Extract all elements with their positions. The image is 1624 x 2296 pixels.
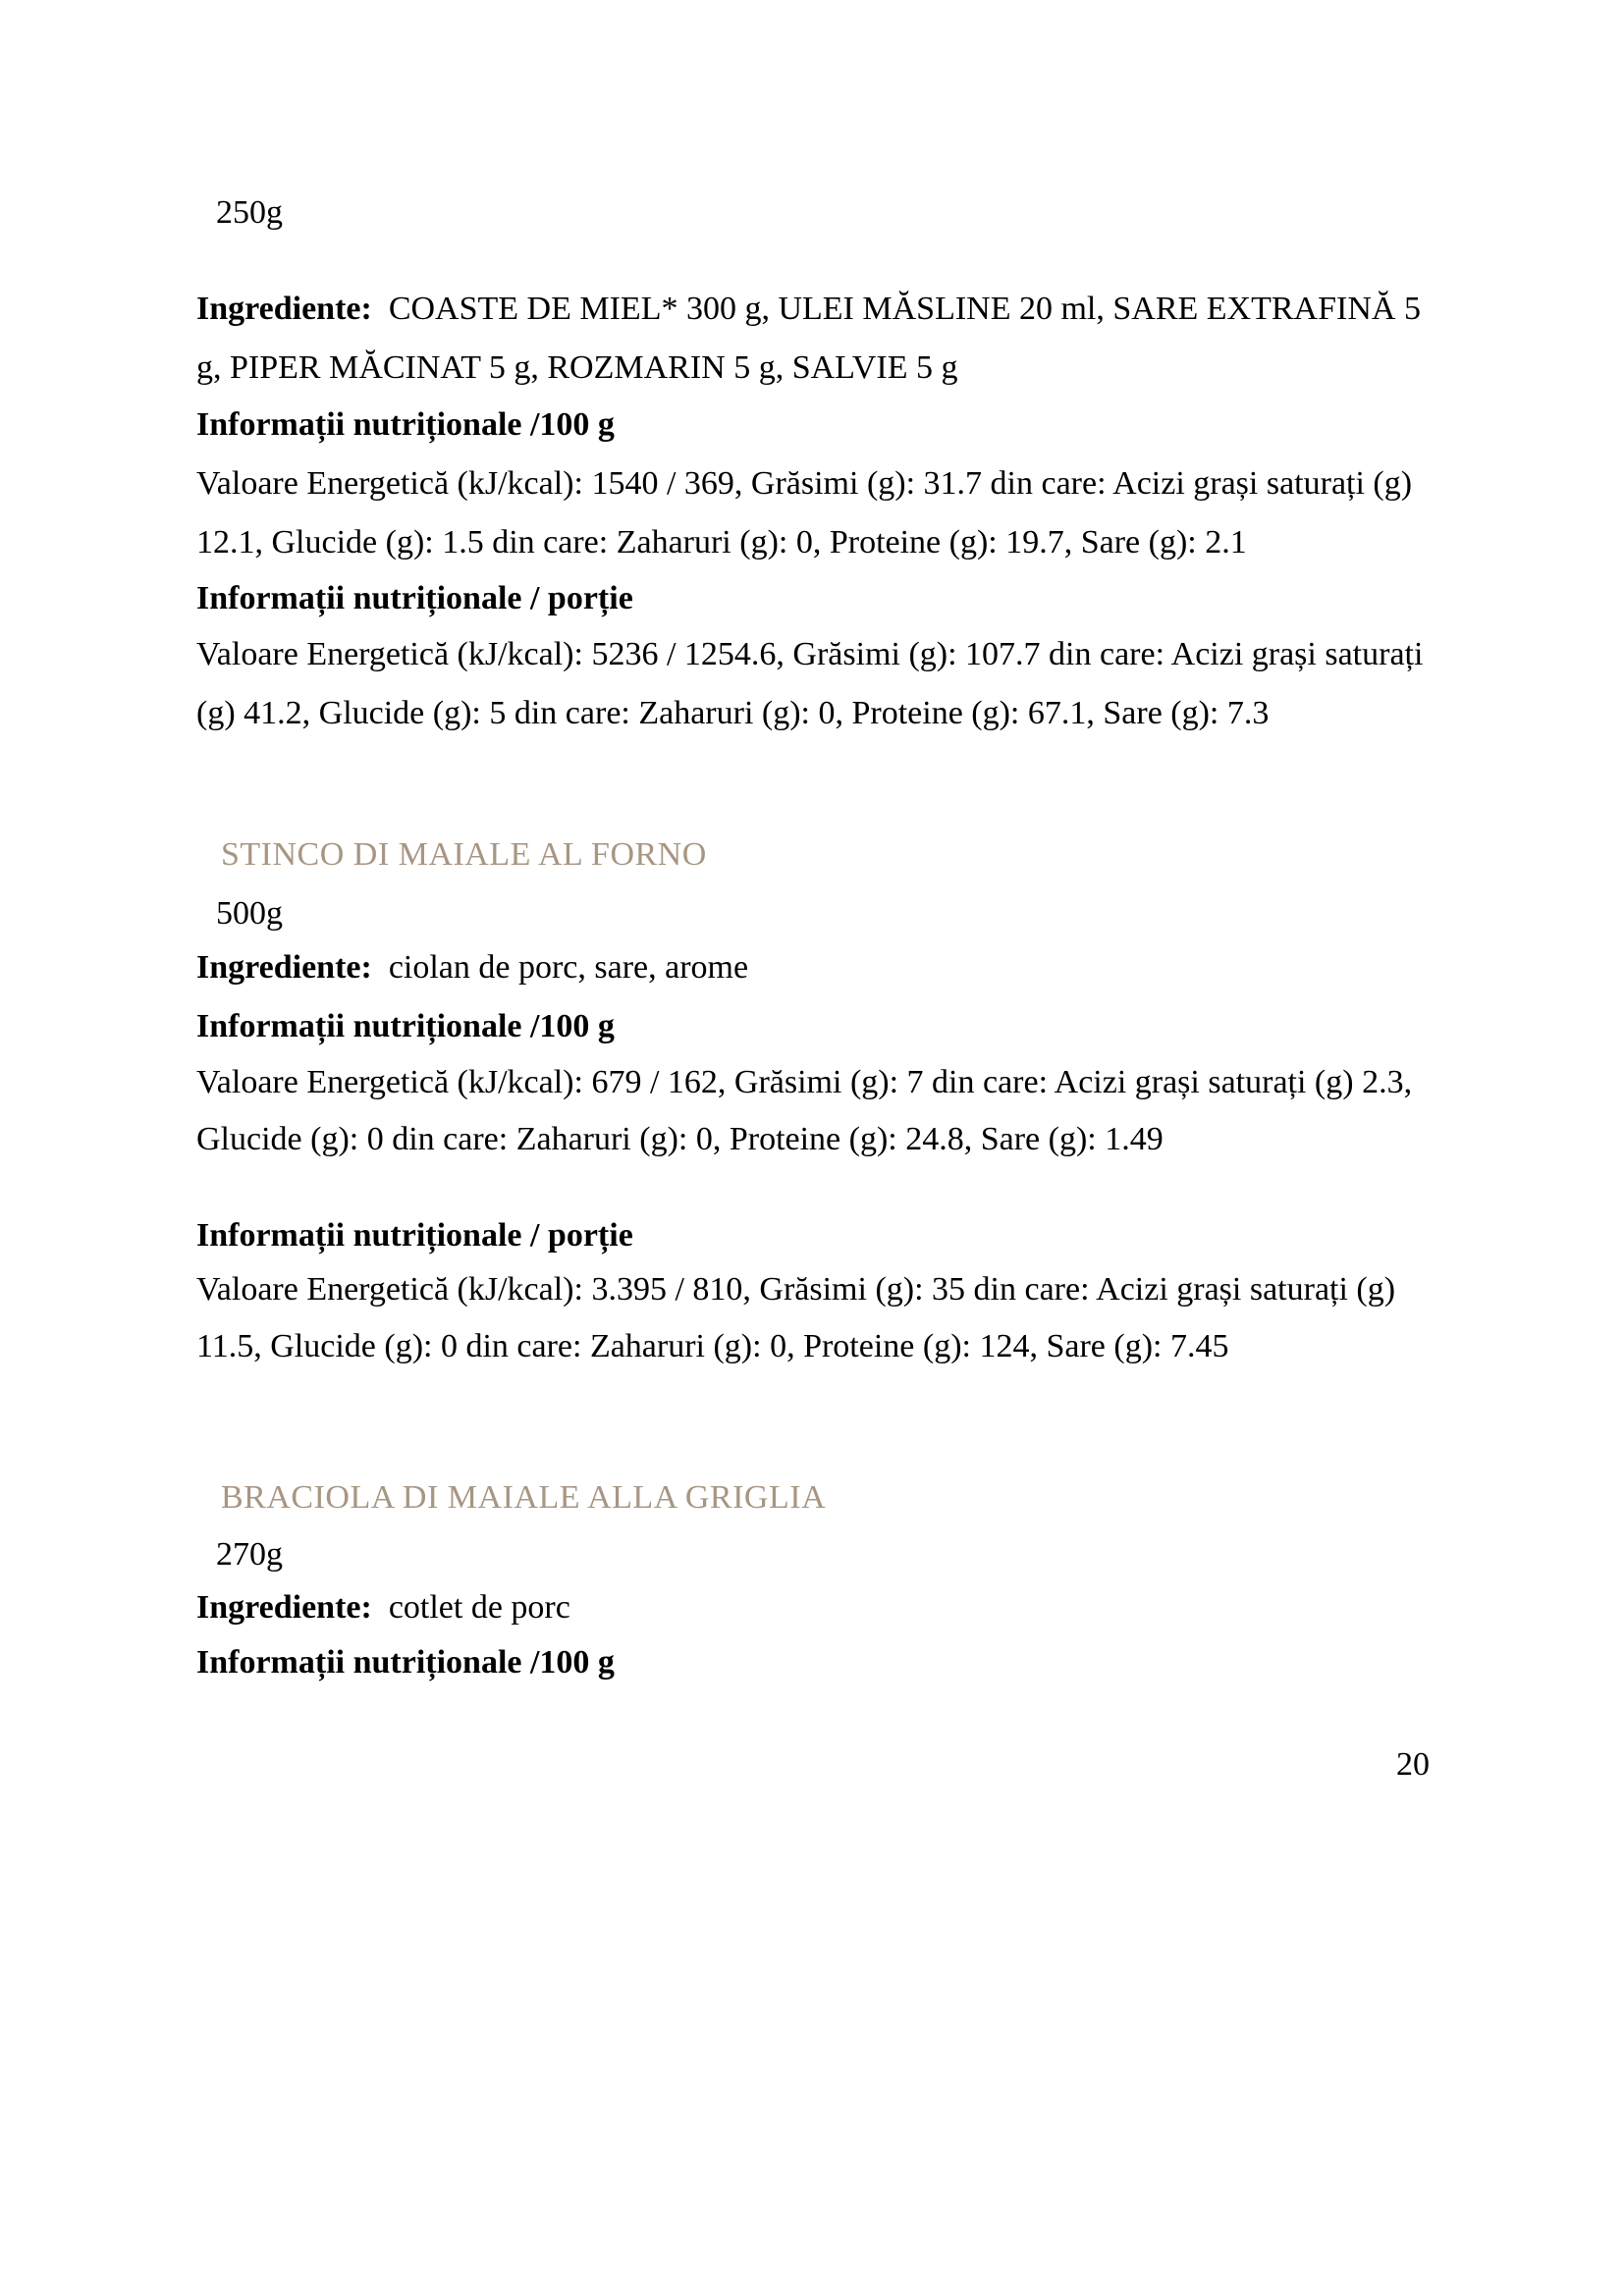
nutrition-per-portion-heading: Informații nutriționale / porție [196, 1217, 633, 1254]
nutrition-values-line: Valoare Energetică (kJ/kcal): 5236 / 1254.6, Grăsimi (g): 107.7 din care: Acizi grași saturați [196, 636, 1424, 672]
nutrition-values-line: 11.5, Glucide (g): 0 din care: Zaharuri (g): 0, Proteine (g): 124, Sare (g): 7.45 [196, 1328, 1229, 1364]
product-weight: 270g [216, 1536, 283, 1573]
nutrition-per-100g-heading: Informații nutriționale /100 g [196, 406, 615, 443]
nutrition-values-line: 12.1, Glucide (g): 1.5 din care: Zaharuri (g): 0, Proteine (g): 19.7, Sare (g): 2.1 [196, 524, 1247, 561]
ingredients-text: cotlet de porc [371, 1589, 570, 1626]
nutrition-values-line: Glucide (g): 0 din care: Zaharuri (g): 0, Proteine (g): 24.8, Sare (g): 1.49 [196, 1121, 1164, 1157]
ingredients-label: Ingrediente: [196, 291, 372, 327]
ingredients-text: ciolan de porc, sare, arome [371, 949, 749, 986]
nutrition-values-line: Valoare Energetică (kJ/kcal): 1540 / 369, Grăsimi (g): 31.7 din care: Acizi grași saturați (g) [196, 465, 1413, 502]
nutrition-values-line: (g) 41.2, Glucide (g): 5 din care: Zaharuri (g): 0, Proteine (g): 67.1, Sare (g): 7.3 [196, 695, 1270, 731]
ingredients-line: g, PIPER MĂCINAT 5 g, ROZMARIN 5 g, SALVIE 5 g [196, 349, 958, 386]
ingredients-label: Ingrediente: [196, 1589, 372, 1626]
nutrition-per-portion-heading: Informații nutriționale / porție [196, 580, 633, 616]
ingredients-text: COASTE DE MIEL* 300 g, ULEI MĂSLINE 20 ml, SARE EXTRAFINĂ 5 [371, 291, 1421, 327]
product-weight: 250g [216, 194, 283, 231]
ingredients-label: Ingrediente: [196, 949, 372, 986]
nutrition-values-line: Valoare Energetică (kJ/kcal): 679 / 162, Grăsimi (g): 7 din care: Acizi grași saturați (g) 2.3, [196, 1064, 1413, 1100]
product-weight: 500g [216, 895, 283, 932]
section-title: BRACIOLA DI MAIALE ALLA GRIGLIA [221, 1479, 827, 1516]
nutrition-per-100g-heading: Informații nutriționale /100 g [196, 1008, 615, 1044]
ingredients-line [196, 938, 748, 997]
nutrition-per-100g-heading: Informații nutriționale /100 g [196, 1644, 615, 1681]
ingredients-line [196, 280, 1421, 339]
page-number: 20 [1396, 1746, 1430, 1783]
ingredients-line [196, 1578, 570, 1637]
section-title: STINCO DI MAIALE AL FORNO [221, 836, 707, 873]
nutrition-values-line: Valoare Energetică (kJ/kcal): 3.395 / 810, Grăsimi (g): 35 din care: Acizi grași saturați (g) [196, 1271, 1396, 1308]
